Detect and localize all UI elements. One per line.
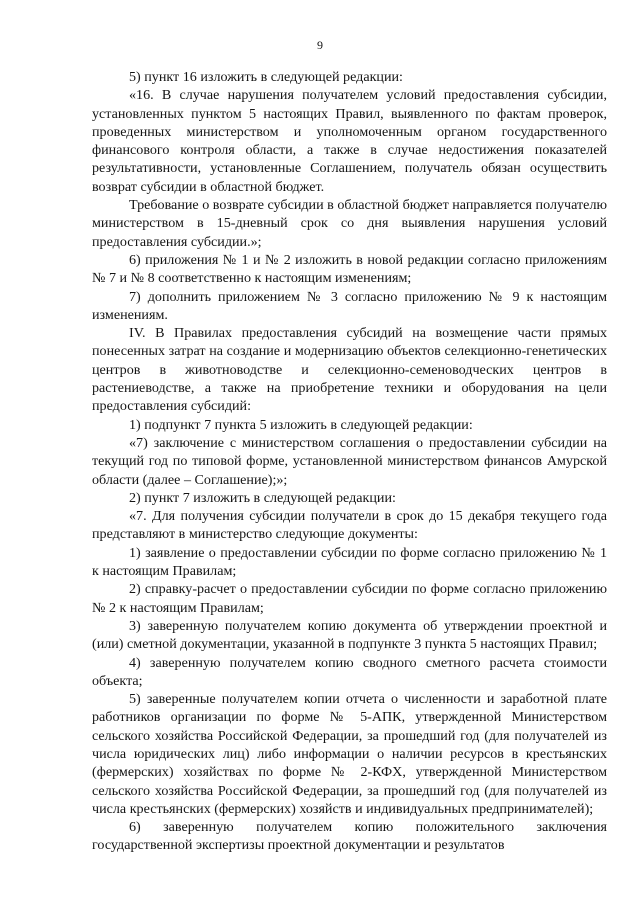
- paragraph: 5) пункт 16 изложить в следующей редакции:: [129, 69, 403, 85]
- paragraph: 2) справку-расчет о предоставлении субсидии по форме согласно приложению № 2 к настоящим Правилам;: [92, 581, 607, 616]
- page-number: 9: [317, 38, 323, 52]
- paragraph: «7. Для получения субсидии получатели в срок до 15 декабря текущего года представляют в министерство следующие документы:: [92, 508, 607, 543]
- paragraph: 3) заверенную получателем копию документа об утверждении проектной и (или) сметной документации, указанной в подпункте 3 пункта 5 настоящих Правил;: [92, 617, 607, 653]
- paragraph: 6) приложения № 1 и № 2 изложить в новой редакции согласно приложениям № 7 и № 8 соответственно к настоящим изменениям;: [92, 251, 607, 287]
- paragraph: 7) дополнить приложением № 3 согласно приложению № 9 к настоящим изменениям.: [92, 288, 607, 323]
- paragraph: 2) пункт 7 изложить в следующей редакции:: [129, 489, 396, 506]
- paragraph: 4) заверенную получателем копию сводного сметного расчета стоимости объекта;: [92, 654, 607, 689]
- paragraph: «16. В случае нарушения получателем условий предоставления субсидии, установленных пунктом 5 настоящих Правил, выявленного по фактам проверок, проведенных министерством и уполномоченным органом государственного финансового контроля области, а также в случае недостижения показателей результативности, установленные Соглашением, получатель обязан осуществить возврат субсидии в областной бюджет.: [92, 87, 607, 195]
- paragraph: 1) заявление о предоставлении субсидии по форме согласно приложению № 1 к настоящим Правилам;: [92, 544, 607, 580]
- paragraph: Требование о возврате субсидии в областной бюджет направляется получателю министерством в 15-дневный срок со дня выявления нарушения условий предоставления субсидии.»;: [92, 197, 607, 250]
- paragraph: 5) заверенные получателем копии отчета о численности и заработной плате работников организации по форме № 5-АПК, утвержденной Министерством сельского хозяйства Российской Федерации, за прошедший год (для получателей из числа юридических лиц) либо информации о наличии ресурсов в крестьянских (фермерских) хозяйствах по форме № 2-КФХ, утвержденной Министерством сельского хозяйства Российской Федерации, за прошедший год (для получателей из числа крестьянских (фермерских) хозяйств и индивидуальных предпринимателей);: [92, 691, 607, 817]
- paragraph: «7) заключение с министерством соглашения о предоставлении субсидии на текущий год по типовой форме, установленной министерством финансов Амурской области (далее – Соглашение);»;: [92, 434, 607, 488]
- paragraph: 1) подпункт 7 пункта 5 изложить в следующей редакции:: [129, 416, 473, 433]
- paragraph: IV. В Правилах предоставления субсидий на возмещение части прямых понесенных затрат на создание и модернизацию объектов селекционно-генетических центров в животноводстве и селекционно-семеноводческих центров в растениеводстве, а также на приобретение техники и оборудования на цели предоставления субсидий:: [92, 325, 607, 415]
- document-body: [92, 68, 607, 855]
- paragraph: 6) заверенную получателем копию положительного заключения государственной экспертизы проектной документации и результатов: [92, 819, 607, 854]
